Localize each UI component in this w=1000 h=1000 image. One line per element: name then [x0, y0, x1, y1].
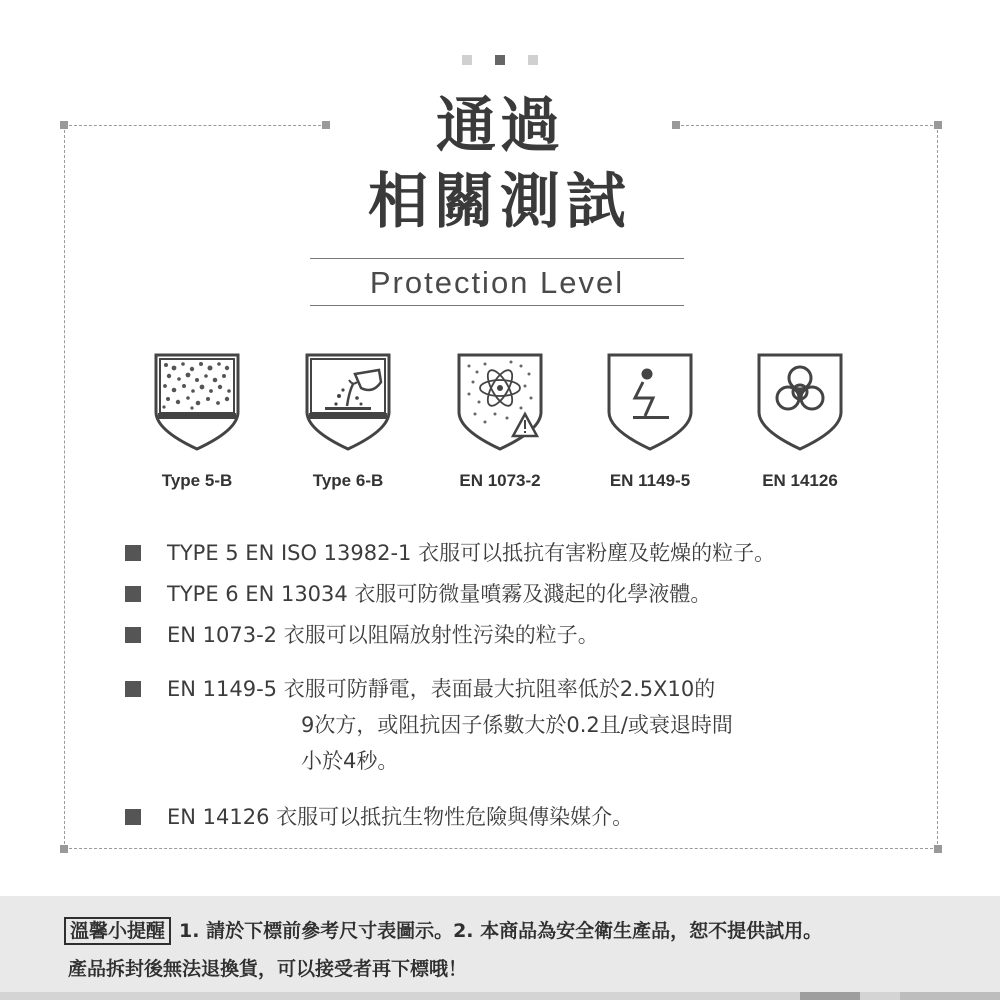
- deco-square: [495, 55, 505, 65]
- notice-tag: 溫馨小提醒: [64, 917, 171, 945]
- subtitle: Protection Level: [369, 265, 625, 300]
- notice-text-2: 產品拆封後無法退換貨，可以接受者再下標哦！: [68, 958, 468, 980]
- decorative-squares: [0, 55, 1000, 65]
- title-line-2: 相關測試: [368, 167, 632, 237]
- bullet-square-icon: [125, 627, 141, 643]
- badge-label: Type 6-B: [312, 471, 384, 490]
- bottom-bar: [0, 992, 1000, 1000]
- badge-label: EN 1149-5: [609, 471, 691, 490]
- bullet-square-icon: [125, 809, 141, 825]
- subtitle-box: [310, 258, 684, 306]
- bullet-square-icon: [125, 681, 141, 697]
- radioactive-particles-shield-icon: [455, 352, 545, 452]
- item-text: TYPE 6 EN 13034 衣服可防微量噴霧及濺起的化學液體。: [167, 582, 712, 606]
- badge-label: EN 1073-2: [459, 471, 541, 490]
- item-text: TYPE 5 EN ISO 13982-1 衣服可以抵抗有害粉塵及乾燥的粒子。: [167, 541, 776, 565]
- item-text-line-3: 小於4秒。: [301, 749, 399, 773]
- list-item: [125, 617, 945, 653]
- title-line-1: 通過: [436, 91, 564, 161]
- list-item: [125, 671, 945, 779]
- item-text: EN 1149-5 衣服可防靜電，表面最大抗阻率低於2.5X10的: [167, 677, 716, 701]
- badge-en-1073-2: [455, 352, 545, 491]
- badge-type-5b: [152, 352, 242, 491]
- badge-label: Type 5-B: [161, 471, 233, 490]
- badge-en-14126: [755, 352, 845, 491]
- item-text-line-2: 9次方，或阻抗因子係數大於0.2且/或衰退時間: [301, 713, 733, 737]
- item-text: EN 1073-2 衣服可以阻隔放射性污染的粒子。: [167, 623, 599, 647]
- bullet-square-icon: [125, 586, 141, 602]
- deco-square: [462, 55, 472, 65]
- bottom-bar-segment: [900, 992, 1000, 1000]
- bottom-bar-segment: [800, 992, 860, 1000]
- page-title: [0, 88, 1000, 240]
- list-item: [125, 535, 945, 571]
- notice-line-1: [64, 916, 822, 945]
- badge-label: EN 14126: [762, 471, 838, 490]
- list-item: [125, 799, 945, 835]
- biohazard-shield-icon: [755, 352, 845, 452]
- bullet-square-icon: [125, 545, 141, 561]
- electrostatic-shield-icon: [605, 352, 695, 452]
- notice-panel: [0, 896, 1000, 992]
- badge-en-1149-5: [605, 352, 695, 491]
- item-text: EN 14126 衣服可以抵抗生物性危險與傳染媒介。: [167, 805, 634, 829]
- badge-type-6b: [303, 352, 393, 491]
- liquid-spray-shield-icon: [303, 352, 393, 452]
- list-item: [125, 576, 945, 612]
- test-standards-list: [125, 535, 945, 835]
- notice-text-1: 1. 請於下標前參考尺寸表圖示。2. 本商品為安全衛生產品，恕不提供試用。: [179, 920, 823, 942]
- dust-particles-shield-icon: [152, 352, 242, 452]
- deco-square: [528, 55, 538, 65]
